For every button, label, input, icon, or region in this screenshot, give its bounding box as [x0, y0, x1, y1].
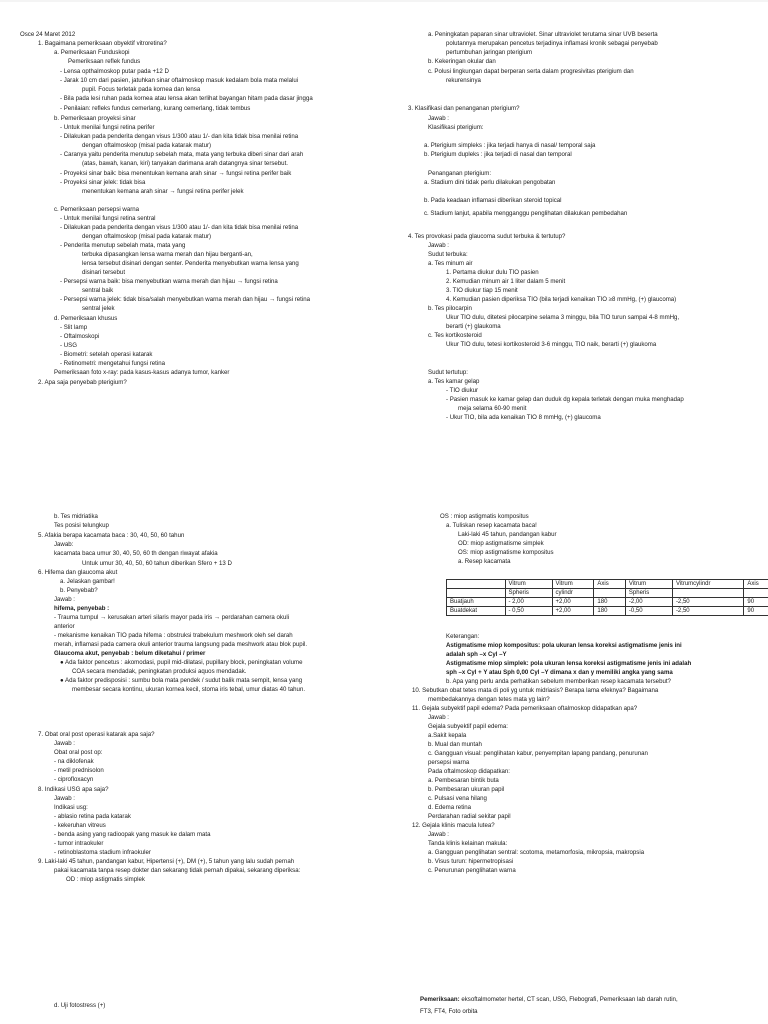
text-line-top-right: - Pasien masuk ke kamar gelap dan duduk dg kepala terletak dengan muka menghadap	[446, 396, 684, 403]
text-line-bottom-right: b. Pembesaran ukuran papil	[428, 786, 505, 793]
text-line-top-left: - Persepsi warna jelek: tidak bisa/salah menyebutkan warna merah dan hijau → fungsi retina	[60, 296, 310, 303]
text-line-bottom-left: membesar secara kontinu, ukuran kornea kecil, stoma iris tebal, umur diatas 40 tahun.	[72, 686, 306, 693]
table-cell: 180	[594, 598, 626, 607]
text-line-bottom-left: 6. Hifema dan glaucoma akut	[38, 569, 118, 576]
text-line-top-right: Ukur TIO dulu, ditetesi pilocarpine selama 3 minggu, bila TIO turun sampai 4-8 mmHg,	[446, 314, 680, 321]
text-line-bottom-right: a. Gangguan penglihatan sentral: scotoma, metamorfosia, mikropsia, makropsia	[428, 849, 645, 856]
text-line-top-right: - TIO diukur	[446, 387, 479, 394]
text-line-bottom-right: OD: miop astigmatisme simplek	[458, 540, 544, 547]
text-line-top-right: 4. Tes provokasi pada glaucoma sudut terbuka & tertutup?	[408, 233, 566, 240]
text-line-top-left: - Caranya yaitu penderita menutup sebelah mata, mata yang terbuka diberi sinar dari arah	[60, 151, 304, 158]
text-line-bottom-left: Indikasi usg:	[54, 804, 88, 811]
text-line-top-right: meja selama 60-90 menit	[458, 405, 527, 412]
text-line-bottom-left: - kekeruhan vitreus	[54, 822, 106, 829]
text-line-bottom-left: - benda asing yang radioopak yang masuk ke dalam mata	[54, 831, 211, 838]
text-line-bottom-left: b. Penyebab?	[60, 587, 98, 594]
text-line-top-left: 1. Bagaimana pemeriksaan obyektif vitroretina?	[38, 40, 167, 47]
text-line-top-left: - Penilaian: refleks fundus cemerlang, kurang cemerlang, tidak tembus	[60, 105, 251, 112]
text-line-bottom-right: membedakannya dengan tetes mata yg lain?	[428, 696, 550, 703]
text-line-top-right: a. Tes minum air	[428, 260, 473, 267]
table-cell: Axis	[744, 580, 768, 589]
text-line-bottom-right: 10. Sebutkan obat tetes mata di poli yg untuk midriasis? Berapa lama efeknya? Bagaimana	[412, 687, 659, 694]
text-line-top-left: c. Pemeriksaan persepsi warna	[54, 206, 140, 213]
text-line-top-right: b. Tes pilocarpin	[428, 305, 472, 312]
text-line-bottom-left: - retinoblastoma stadium infraokuler	[54, 849, 151, 856]
text-line-top-left: - Dilakukan pada penderita dengan visus 1/300 atau 1/- dan kita tidak bisa menilai retina	[60, 133, 299, 140]
line-text: eksoftalmometer hertel, CT scan, USG, Flebografi, Pemeriksaan lab darah rutin,	[459, 996, 678, 1003]
text-line-top-right: c. Stadium lanjut, apabila mengganggu penglihatan dilakukan pembedahan	[424, 210, 628, 217]
text-line-bottom-right: b. Apa yang perlu anda perhatikan sebelum memberikan resep kacamata tersebut?	[446, 678, 671, 685]
text-line-top-right: Jawab :	[428, 115, 450, 122]
text-line-top-left: - Proyeksi sinar baik: bisa menentukan kemana arah sinar → fungsi retina perifer baik	[60, 170, 292, 177]
text-line-bottom-right	[420, 996, 678, 1004]
text-line-bottom-right: Perdarahan radial sekitar papil	[428, 813, 511, 820]
text-line-top-left: terbuka dipasangkan lensa warna merah dan hijau berganti-an,	[82, 251, 253, 258]
text-line-bottom-left: - ciprofloxacyn	[54, 776, 94, 783]
text-line-top-left: a. Pemeriksaan Funduskopi	[54, 49, 130, 56]
text-line-top-right: c. Tes kortikosteroid	[428, 332, 482, 339]
text-line-top-left: - Bila pada lesi ruhan pada kornea atau lensa akan terlihat bayangan hitam pada dasar jingga	[60, 95, 313, 102]
table-cell: Buatdekat	[447, 607, 506, 616]
text-line-top-right: 2. Kemudian minum air 1 liter dalam 5 menit	[446, 278, 566, 285]
table-cell: Vitrum	[505, 580, 552, 589]
text-line-bottom-left: - mekanisme kenaikan TIO pada hifema : obstruksi trabekulum meshwork oleh sel darah	[54, 632, 293, 639]
text-line-top-left: (atas, bawah, kanan, kiri) tanyakan darimana arah datangnya sinar tersebut.	[82, 160, 288, 167]
text-line-bottom-right: Gejala subyektif papil edema:	[428, 723, 508, 730]
text-line-top-left: d. Pemeriksaan khusus	[54, 315, 118, 322]
text-line-top-right: a. Pterigium simpleks : jika terjadi hanya di nasal/ temporal saja	[424, 142, 596, 149]
text-line-bottom-left: merah, inflamasi pada camera okuli anterior trauma langsung pada meshwork atau blok pupil.	[54, 641, 308, 648]
text-line-top-left: - Slit lamp	[60, 324, 88, 331]
text-line-top-right: b. Kekeringan okular dan	[428, 58, 496, 65]
text-line-top-left: - Penderita menutup sebelah mata, mata yang	[60, 242, 186, 249]
table-cell	[447, 589, 506, 598]
text-line-top-right: Klasifikasi pterigium:	[428, 124, 484, 131]
table-cell: +2,00	[552, 598, 594, 607]
text-line-top-left: pupil. Focus terletak pada kornea dan lensa	[82, 86, 201, 93]
text-line-top-right: 3. TIO diukur tiap 15 menit	[446, 287, 518, 294]
text-line-bottom-right: a. Tuliskan resep kacamata baca!	[446, 522, 537, 529]
table-cell: -0,50	[625, 607, 672, 616]
text-line-top-right: a. Stadium dini tidak perlu dilakukan pengobatan	[424, 179, 556, 186]
text-line-bottom-right: c. Gangguan visual: penglihatan kabur, penyempitan lapang pandang, penurunan	[428, 750, 648, 757]
page-divider-top	[0, 0, 768, 2]
text-line-bottom-left: pakai kacamata tanpa resep dokter dan sekarang tidak pernah dipakai, sekarang diperiksa:	[54, 867, 301, 874]
text-line-top-left: - Persepsi warna baik: bisa menyebutkan warna merah dan hijau → fungsi retina	[60, 278, 278, 285]
text-line-top-right: 3. Klasifikasi dan penanganan pterigium?	[408, 105, 520, 112]
text-line-bottom-right: Keterangan:	[446, 633, 480, 640]
text-line-bottom-left: 5. Afakia berapa kacamata baca : 30, 40, 50, 60 tahun	[38, 532, 185, 539]
text-line-bottom-left: - ablasio retina pada katarak	[54, 813, 131, 820]
table-row	[447, 607, 768, 616]
table-row	[447, 598, 768, 607]
table-cell	[447, 580, 506, 589]
text-line-bottom-left: Jawab :	[54, 795, 76, 802]
text-line-bottom-right: Jawab :	[428, 714, 450, 721]
text-line-top-right: - Ukur TIO, bila ada kenaikan TIO 8 mmHg, (+) glaucoma	[446, 414, 601, 421]
table-cell: -2,00	[625, 598, 672, 607]
text-line-top-right: rekurensinya	[446, 77, 481, 84]
table-cell: Vitrumcylindr	[672, 580, 743, 589]
text-line-top-right: a. Peningkatan paparan sinar ultraviolet. Sinar ultraviolet terutama sinar UVB beserta	[428, 31, 658, 38]
text-line-bottom-right: b. Visus turun: hipermetropisasi	[428, 858, 514, 865]
text-line-bottom-left: kacamata baca umur 30, 40, 50, 60 th dengan riwayat afakia	[54, 550, 218, 557]
table-cell: 90	[744, 598, 768, 607]
bold-label: Pemeriksaan:	[420, 996, 460, 1003]
text-line-top-right: Jawab :	[428, 242, 450, 249]
text-line-bottom-left: Untuk umur 30, 40, 50, 60 tahun diberikan Sfero + 13 D	[82, 560, 232, 567]
table-cell: Vitrum	[625, 580, 672, 589]
text-line-bottom-right: FT3, FT4, Foto orbita	[420, 1008, 478, 1015]
table-cell: 180	[594, 607, 626, 616]
text-line-bottom-right: Tanda klinis kelainan makula:	[428, 840, 508, 847]
table-cell: +2,00	[552, 607, 594, 616]
text-line-bottom-left: ● Ada faktor pencetus : akomodasi, pupil mid-dilatasi, pupillary block, peningkatan volume	[60, 659, 303, 666]
table-cell: Spheris	[625, 589, 672, 598]
text-line-top-right: b. Pada keadaan inflamasi diberikan steroid topical	[424, 197, 562, 204]
text-line-bottom-right: c. Penurunan penglihatan warna	[428, 867, 516, 874]
text-line-bottom-left: COA secara mendadak, peningkatan produksi aquos mendadak.	[72, 668, 247, 675]
text-line-bottom-left: - metil prednisolon	[54, 767, 104, 774]
text-line-bottom-right: b. Mual dan muntah	[428, 741, 482, 748]
text-line-bottom-right: Jawab :	[428, 831, 450, 838]
text-line-top-left: disinari tersebut	[82, 269, 126, 276]
text-line-bottom-left: Glaucoma akut, penyebab : belum diketahui / primer	[54, 650, 206, 657]
text-line-bottom-right: a.Sakit kepala	[428, 732, 467, 739]
text-line-top-right: Sudut terbuka:	[428, 251, 468, 258]
table-cell: -2,50	[672, 598, 743, 607]
text-line-bottom-left: Jawab:	[54, 541, 74, 548]
table-cell: -2,50	[672, 607, 743, 616]
text-line-top-left: - Jarak 10 cm dari pasien, jatuhkan sinar oftalmoskop masuk kedalam bola mata melalui	[60, 77, 299, 84]
text-line-bottom-right: a. Pembesaran bintik buta	[428, 777, 499, 784]
text-line-bottom-left: OD : miop astigmatis simplek	[66, 876, 145, 883]
text-line-bottom-right: c. Pulsasi vena hilang	[428, 795, 487, 802]
text-line-top-left: - Oftalmoskopi	[60, 333, 100, 340]
text-line-bottom-left: anterior	[54, 623, 75, 630]
text-line-bottom-left: 8. Indikasi USG apa saja?	[38, 786, 109, 793]
text-line-top-left: dengan oftalmoskop (misal pada katarak matur)	[82, 233, 212, 240]
text-line-bottom-right: Laki-laki 45 tahun, pandangan kabur	[458, 531, 557, 538]
text-line-top-left: - Untuk menilai fungsi retina perifer	[60, 124, 155, 131]
text-line-bottom-right: OS : miop astigmatis kompositus	[440, 513, 529, 520]
text-line-top-left: sentral jelek	[82, 305, 115, 312]
text-line-bottom-left: 7. Obat oral post operasi katarak apa saja?	[38, 731, 155, 738]
text-line-top-left: menentukan kemana arah sinar → fungsi retina perifer jelek	[82, 188, 244, 195]
text-line-bottom-left: 9. Laki-laki 45 tahun, pandangan kabur, Hipertensi (+), DM (+), 5 tahun yang lalu sudah pernah	[38, 858, 295, 865]
text-line-top-right: 1. Pertama diukur dulu TIO pasien	[446, 269, 539, 276]
text-line-bottom-left: Jawab :	[54, 740, 76, 747]
text-line-bottom-left: d. Uji fotostress (+)	[54, 1002, 106, 1009]
text-line-bottom-right: persepsi warna	[428, 759, 470, 766]
text-line-top-right: Penanganan pterigium:	[428, 170, 492, 177]
text-line-bottom-left: Tes posisi telungkup	[54, 522, 109, 529]
text-line-bottom-left: hifema, penyebab :	[54, 605, 110, 612]
text-line-bottom-left: - na diklofenak	[54, 758, 94, 765]
text-line-top-left: - Biometri: setelah operasi katarak	[60, 351, 153, 358]
text-line-bottom-right: Astigmatisme miop simplek: pola ukuran lensa koreksi astigmatisme jenis ini adalah	[446, 660, 692, 667]
text-line-bottom-right: 11. Gejala subyektif papil edema? Pada pemeriksaan oftalmoskop didapatkan apa?	[412, 705, 638, 712]
text-line-top-left: - Proyeksi sinar jelek: tidak bisa	[60, 179, 146, 186]
text-line-top-right: a. Tes kamar gelap	[428, 378, 480, 385]
text-line-top-right: b. Pterigium dupleks : jika terjadi di nasal dan temporal	[424, 151, 572, 158]
text-line-bottom-right: Astigmatisme miop kompositus: pola ukuran lensa koreksi astigmatisme jenis ini	[446, 642, 682, 649]
text-line-top-left: 2. Apa saja penyebab pterigium?	[38, 379, 127, 386]
text-line-top-left: sentral baik	[82, 287, 114, 294]
text-line-top-left: Pemeriksaan reflek fundus	[68, 58, 141, 65]
table-cell: - 2,00	[505, 598, 552, 607]
table-cell: 90	[744, 607, 768, 616]
text-line-top-right: c. Polusi lingkungan dapat berperan serta dalam progresivitas pterigium dan	[428, 68, 634, 75]
text-line-top-right: berarti (+) glaukoma	[446, 323, 501, 330]
text-line-bottom-left: ● Ada faktor predisposisi : sumbu bola mata pendek / sudut balik mata sempit, lensa yang	[60, 677, 303, 684]
text-line-top-right: pertumbuhan jaringan pterigium	[446, 49, 533, 56]
table-cell	[672, 589, 743, 598]
text-line-bottom-left: - Trauma tumpul → kerusakan arteri silaris mayor pada iris → perdarahan camera okuli	[54, 614, 290, 621]
text-line-bottom-left: - tumor intraokuler	[54, 840, 104, 847]
table-cell: Axis	[594, 580, 626, 589]
table-cell	[744, 589, 768, 598]
text-line-top-left: dengan oftalmoskop (misal pada katarak matur)	[82, 142, 212, 149]
table-header-row	[447, 589, 768, 598]
text-line-bottom-right: a. Resep kacamata	[458, 558, 511, 565]
text-line-bottom-right: adalah sph –x Cyl –Y	[446, 651, 507, 658]
text-line-bottom-left: Obat oral post op:	[54, 749, 103, 756]
text-line-bottom-right: OS: miop astigmatisme kompositus	[458, 549, 554, 556]
text-line-top-right: polutannya merupakan pencetus terjadinya inflamasi kronik sebagai penyebab	[446, 40, 658, 47]
text-line-top-left: b. Pemeriksaan proyeksi sinar	[54, 115, 136, 122]
text-line-top-left: - Dilakukan pada penderita dengan visus 1/300 atau 1/- dan kita tidak bisa menilai retina	[60, 224, 299, 231]
table-cell: Spheris	[505, 589, 552, 598]
text-line-top-left: lensa tersebut disinari dengan senter. Penderita menyebutkan warna lensa yang	[82, 260, 299, 267]
text-line-bottom-right: d. Edema retina	[428, 804, 472, 811]
text-line-bottom-left: a. Jelaskan gambar!	[60, 578, 115, 585]
table-header-row	[447, 580, 768, 589]
text-line-bottom-right: 12. Gejala klinis macula lutea?	[412, 822, 495, 829]
text-line-bottom-left: b. Tes midriatika	[54, 513, 98, 520]
table-cell	[594, 589, 626, 598]
text-line-top-left: Pemeriksaan foto x-ray: pada kasus-kasus adanya tumor, kanker	[54, 369, 230, 376]
text-line-top-left: - Lensa opthalmoskop putar pada +12 D	[60, 68, 169, 75]
text-line-top-left: - USG	[60, 342, 77, 349]
prescription-table	[446, 579, 768, 616]
text-line-top-right: 4. Kemudian pasien diperiksa TIO (bila terjadi kenaikan TIO ≥8 mmHg, (+) glaucoma)	[446, 296, 677, 303]
table-cell: Vitrum	[552, 580, 594, 589]
text-line-bottom-right: Pada oftalmoskop didapatkan:	[428, 768, 510, 775]
text-line-top-left: Osce 24 Maret 2012	[20, 31, 76, 38]
text-line-bottom-left: Jawab :	[54, 596, 76, 603]
table-cell: Buatjauh	[447, 598, 506, 607]
text-line-bottom-right: sph –x Cyl + Y atau Sph 0,00 Cyl –Y dimana x dan y memiliki angka yang sama	[446, 669, 673, 676]
text-line-top-right: Ukur TIO dulu, tetesi kortikosteroid 3-6 minggu, TIO naik, berarti (+) glaukoma	[446, 341, 657, 348]
table-cell: cylindr	[552, 589, 594, 598]
text-line-top-left: - Retinometri: mengetahui fungsi retina	[60, 360, 166, 367]
table-cell: - 0,50	[505, 607, 552, 616]
text-line-top-right: Sudut tertutup:	[428, 369, 468, 376]
text-line-top-left: - Untuk menilai fungsi retina sentral	[60, 215, 156, 222]
